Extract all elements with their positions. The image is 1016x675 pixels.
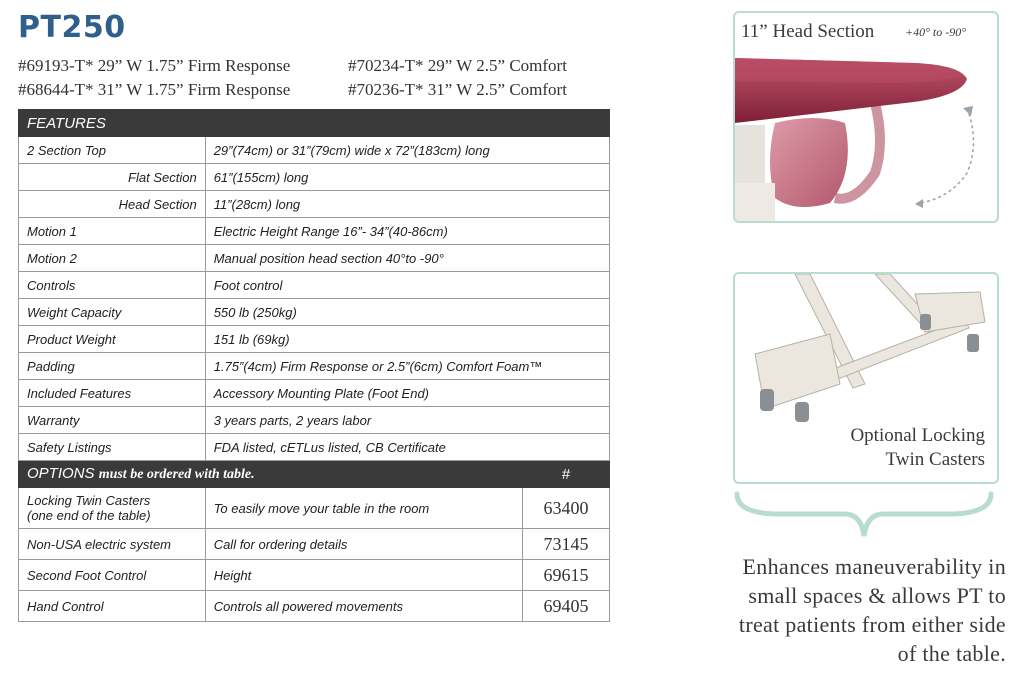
option-label: Non-USA electric system	[19, 529, 206, 560]
table-row	[19, 434, 610, 461]
options-header-row	[19, 461, 610, 488]
feature-label: Product Weight	[19, 326, 206, 353]
table-row	[19, 245, 610, 272]
model-item: #70234-T* 29” W 2.5” Comfort	[348, 56, 567, 75]
head-section-photo	[735, 13, 997, 221]
feature-label: Motion 2	[19, 245, 206, 272]
option-number: 63400	[523, 488, 610, 529]
head-section-angle: +40° to -90°	[905, 25, 967, 39]
feature-label: Flat Section	[19, 164, 206, 191]
option-value: To easily move your table in the room	[205, 488, 522, 529]
options-title: OPTIONS	[27, 465, 95, 482]
head-section-photo-card	[733, 11, 999, 223]
feature-label: Padding	[19, 353, 206, 380]
benefit-line: Enhances maneuverability in	[742, 554, 1006, 579]
option-number: 73145	[523, 529, 610, 560]
feature-value: 61”(155cm) long	[205, 164, 609, 191]
benefit-line: treat patients from either side	[738, 612, 1006, 637]
table-row	[19, 529, 610, 560]
options-note: must be ordered with table.	[98, 467, 255, 482]
feature-label: Safety Listings	[19, 434, 206, 461]
spec-table	[18, 109, 610, 622]
benefit-line: small spaces & allows PT to	[748, 583, 1006, 608]
feature-label: Included Features	[19, 380, 206, 407]
table-row	[19, 164, 610, 191]
feature-value: Accessory Mounting Plate (Foot End)	[205, 380, 609, 407]
curly-brace-decoration	[733, 490, 995, 540]
feature-label: Weight Capacity	[19, 299, 206, 326]
option-value: Controls all powered movements	[205, 591, 522, 622]
feature-label: 2 Section Top	[19, 137, 206, 164]
table-row	[19, 299, 610, 326]
model-item: #69193-T* 29” W 1.75” Firm Response	[18, 56, 291, 75]
feature-value: 11”(28cm) long	[205, 191, 609, 218]
benefit-text	[694, 552, 1006, 668]
feature-value: 1.75”(4cm) Firm Response or 2.5”(6cm) Comfort Foam™	[205, 353, 609, 380]
option-value: Height	[205, 560, 522, 591]
table-row	[19, 326, 610, 353]
options-number-header: #	[523, 461, 610, 488]
feature-label: Warranty	[19, 407, 206, 434]
head-section-caption: 11” Head Section	[741, 21, 875, 42]
casters-caption	[850, 424, 985, 472]
table-row	[19, 560, 610, 591]
feature-value: 550 lb (250kg)	[205, 299, 609, 326]
table-row	[19, 272, 610, 299]
table-row	[19, 591, 610, 622]
option-label-line: Locking Twin Casters	[27, 493, 151, 508]
feature-value: Foot control	[205, 272, 609, 299]
casters-caption-line: Twin Casters	[885, 449, 985, 470]
page-title: PT250	[18, 10, 126, 45]
model-row	[18, 54, 618, 78]
model-item: #70236-T* 31” W 2.5” Comfort	[348, 80, 567, 99]
features-header: FEATURES	[19, 110, 610, 137]
feature-value: Manual position head section 40°to -90°	[205, 245, 609, 272]
table-row	[19, 488, 610, 529]
feature-value: 151 lb (69kg)	[205, 326, 609, 353]
casters-caption-line: Optional Locking	[850, 425, 985, 446]
feature-label: Motion 1	[19, 218, 206, 245]
option-number: 69405	[523, 591, 610, 622]
table-row	[19, 407, 610, 434]
table-row	[19, 191, 610, 218]
table-row	[19, 380, 610, 407]
feature-label: Head Section	[19, 191, 206, 218]
model-row	[18, 78, 618, 102]
model-list	[18, 54, 618, 102]
option-label: Hand Control	[19, 591, 206, 622]
feature-value: 3 years parts, 2 years labor	[205, 407, 609, 434]
table-row	[19, 353, 610, 380]
feature-value: FDA listed, cETLus listed, CB Certificate	[205, 434, 609, 461]
option-number: 69615	[523, 560, 610, 591]
feature-value: Electric Height Range 16”- 34”(40-86cm)	[205, 218, 609, 245]
table-row	[19, 218, 610, 245]
options-header	[19, 461, 523, 488]
feature-label: Controls	[19, 272, 206, 299]
model-item: #68644-T* 31” W 1.75” Firm Response	[18, 80, 291, 99]
feature-value: 29”(74cm) or 31”(79cm) wide x 72”(183cm) long	[205, 137, 609, 164]
casters-photo-card	[733, 272, 999, 484]
option-label: Second Foot Control	[19, 560, 206, 591]
option-label-note: (one end of the table)	[27, 508, 151, 523]
table-row	[19, 137, 610, 164]
option-label	[19, 488, 206, 529]
benefit-line: of the table.	[897, 641, 1006, 666]
features-header-row	[19, 110, 610, 137]
option-value: Call for ordering details	[205, 529, 522, 560]
